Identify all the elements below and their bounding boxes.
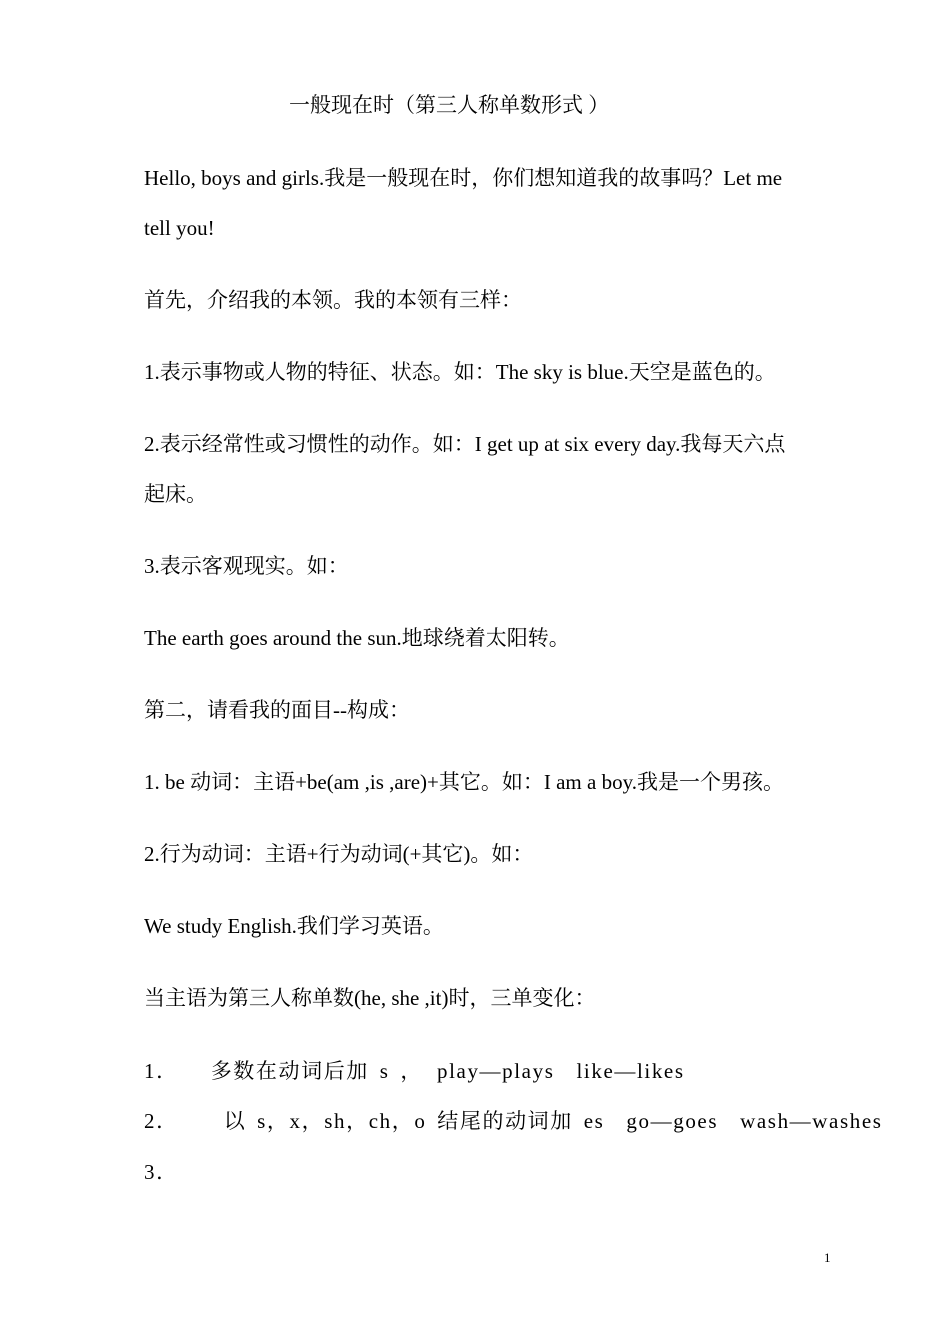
- rule-example: go—goes: [626, 1109, 719, 1133]
- rule-text: 以 s，x，sh，ch，o 结尾的动词加 es: [223, 1109, 605, 1133]
- rule-example: like—likes: [576, 1059, 685, 1083]
- paragraph-ability-3-example: The earth goes around the sun.地球绕着太阳转。: [144, 626, 570, 650]
- rule-example: play—plays: [436, 1059, 555, 1083]
- paragraph-third-person-heading: 当主语为第三人称单数(he, she ,it)时，三单变化：: [144, 986, 596, 1010]
- paragraph-ability-3: 3.表示客观现实。如：: [144, 554, 349, 578]
- page-title: 一般现在时（第三人称单数形式 ）: [289, 93, 610, 117]
- rule-number: 2．: [144, 1109, 179, 1133]
- paragraph-structure-example: We study English.我们学习英语。: [144, 914, 444, 938]
- rule-item-2: [144, 1106, 883, 1136]
- rule-item-1: [144, 1056, 685, 1086]
- rule-number: 3．: [144, 1160, 179, 1184]
- rule-text: 多数在动词后加 s ，: [210, 1059, 423, 1083]
- paragraph-ability-2-line-2: 起床。: [144, 482, 207, 506]
- paragraph-intro-line-1: Hello, boys and girls.我是一般现在时，你们想知道我的故事吗？Let me: [144, 166, 783, 190]
- paragraph-ability-1: 1.表示事物或人物的特征、状态。如：The sky is blue.天空是蓝色的。: [144, 360, 776, 384]
- rule-item-3: [144, 1157, 179, 1187]
- rule-example: wash—washes: [740, 1109, 883, 1133]
- page-number: 1: [824, 1250, 831, 1265]
- paragraph-structure-heading: 第二，请看我的面目--构成：: [144, 698, 410, 722]
- paragraph-intro-line-2: tell you!: [144, 216, 215, 240]
- paragraph-structure-action-verb: 2.行为动词：主语+行为动词(+其它)。如：: [144, 842, 534, 866]
- paragraph-structure-be-verb: 1. be 动词：主语+be(am ,is ,are)+其它。如：I am a boy.我是一个男孩。: [144, 770, 784, 794]
- paragraph-ability-2-line-1: 2.表示经常性或习惯性的动作。如：I get up at six every day.我每天六点: [144, 432, 786, 456]
- paragraph-abilities-heading: 首先，介绍我的本领。我的本领有三样：: [144, 288, 522, 312]
- rule-number: 1．: [144, 1059, 179, 1083]
